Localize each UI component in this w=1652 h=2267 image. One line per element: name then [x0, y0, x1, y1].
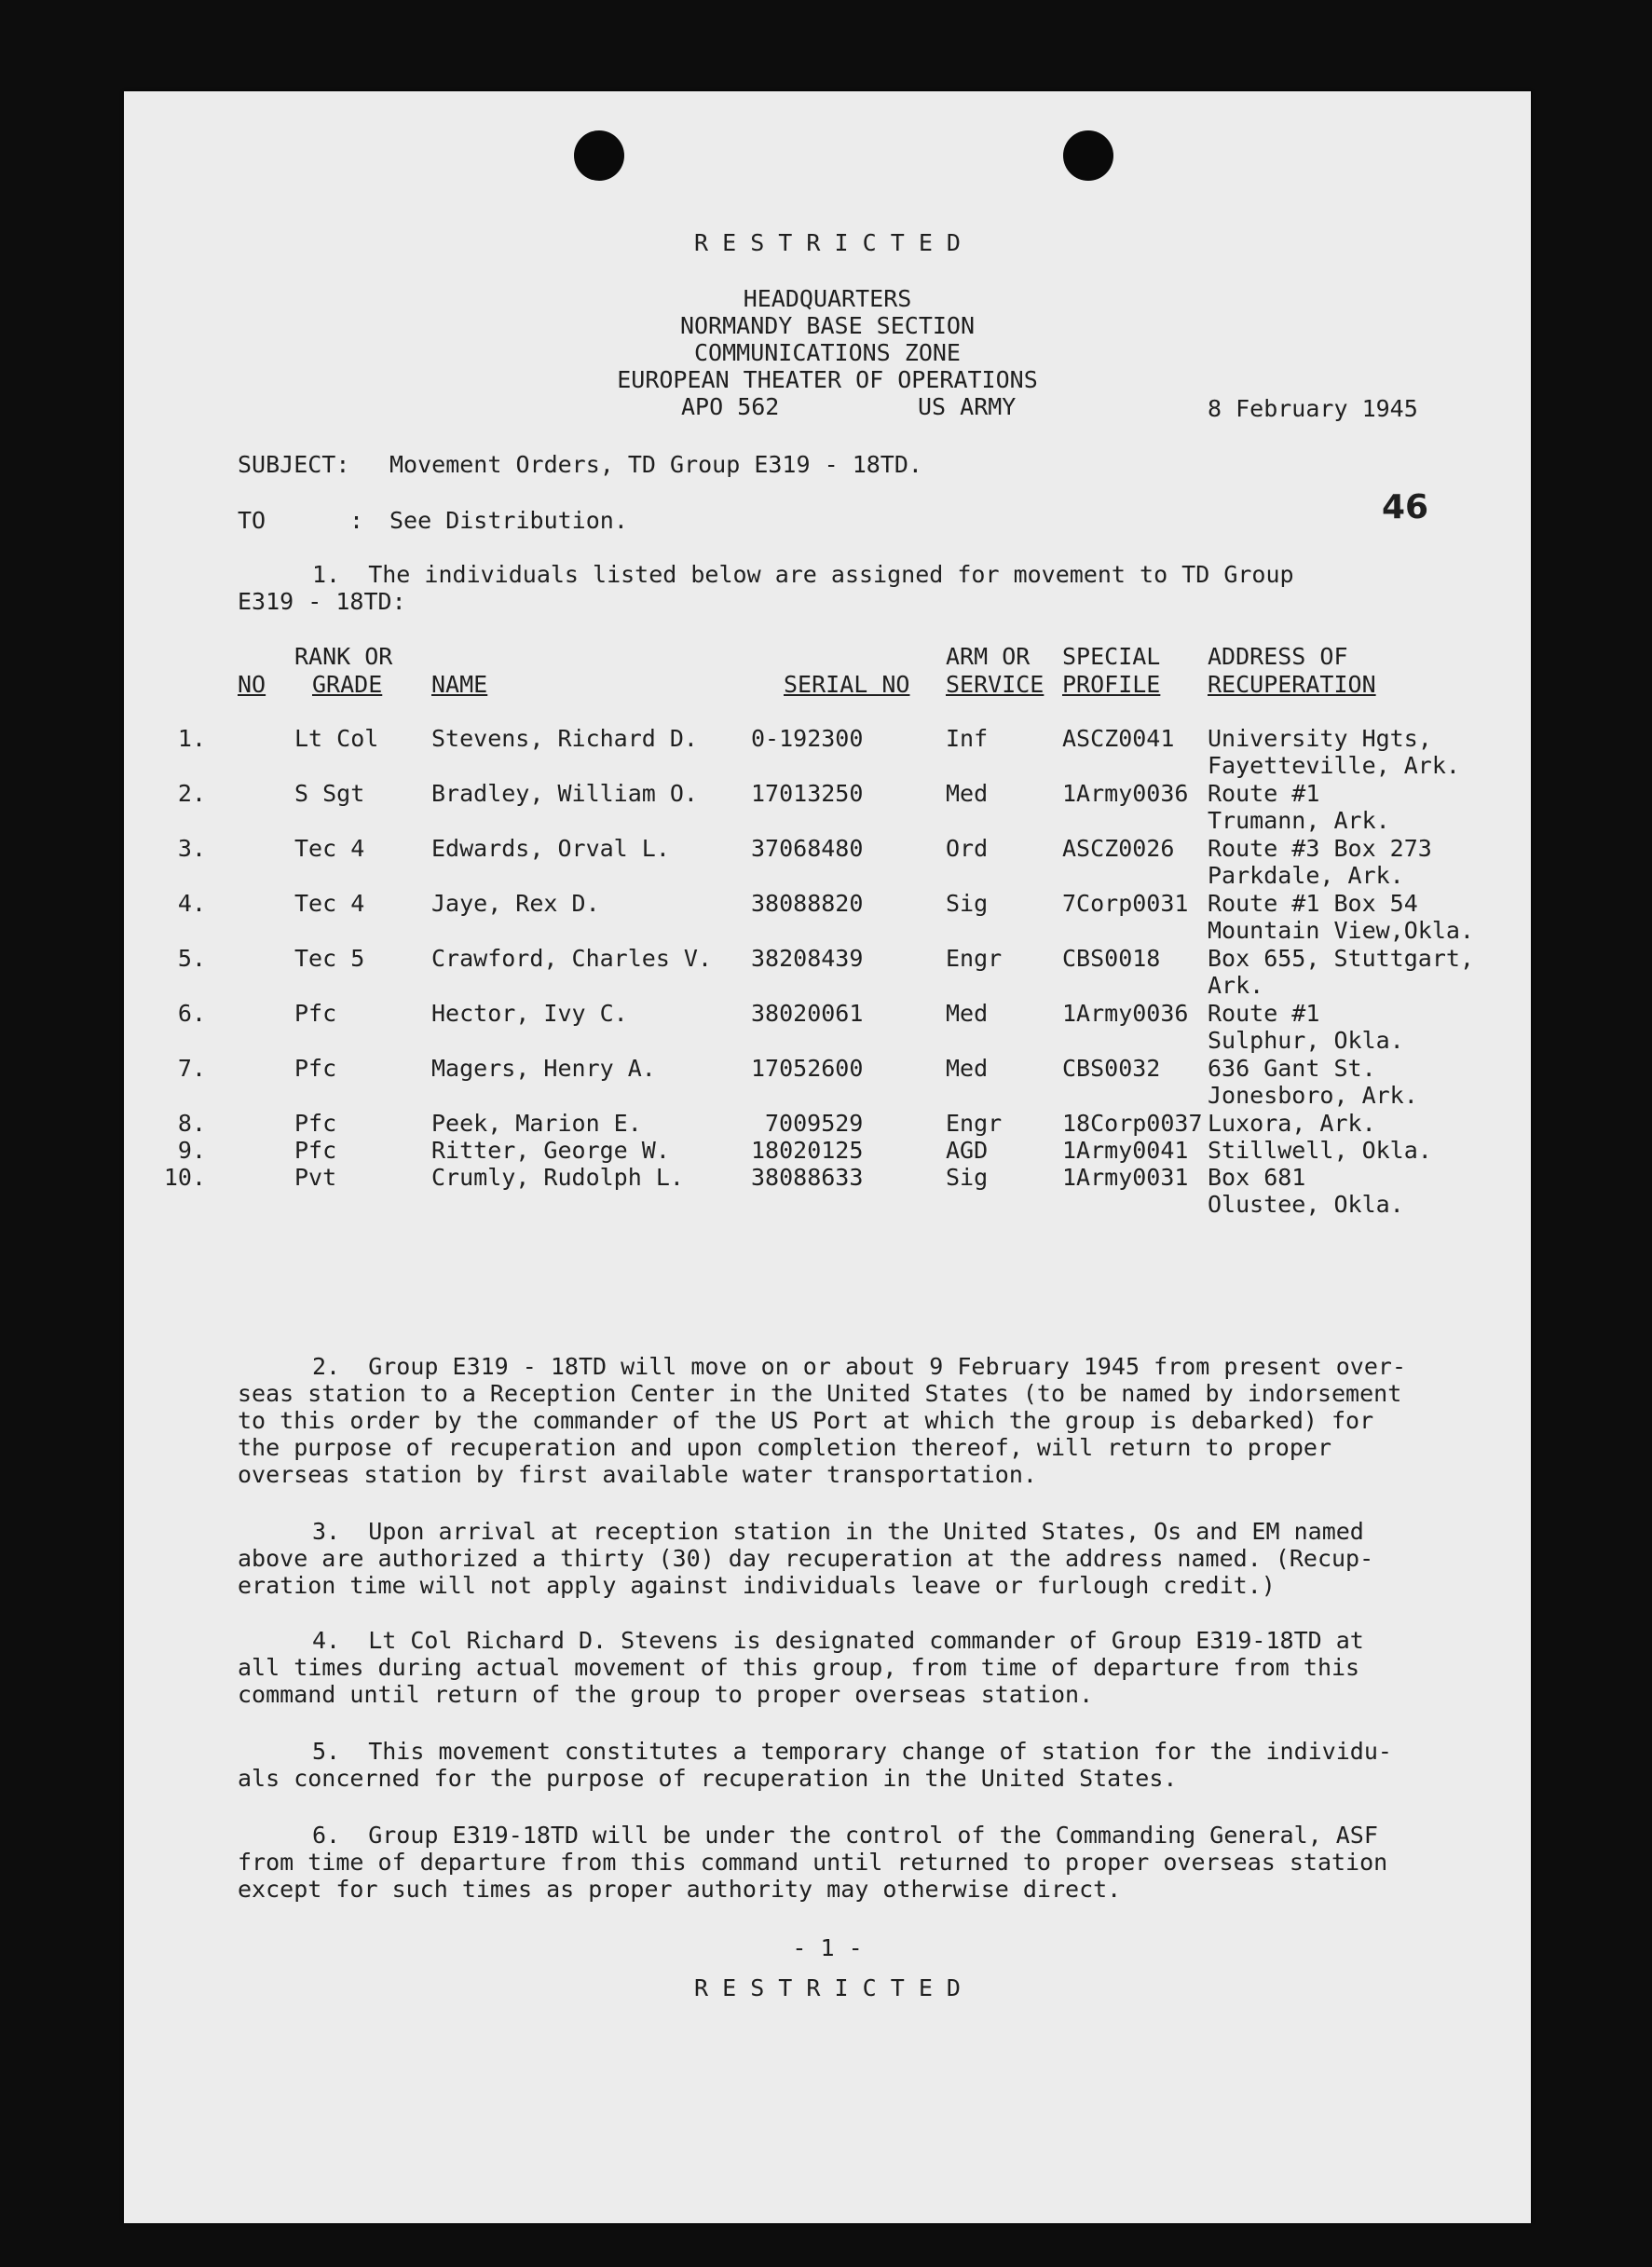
cell-address-line1: Route #1 Box 54 — [1208, 890, 1418, 917]
cell-serial: 38208439 — [751, 945, 864, 972]
cell-address-line2: Jonesboro, Ark. — [1208, 1082, 1418, 1109]
cell-name: Bradley, William O. — [431, 780, 698, 807]
cell-no: 6. — [177, 1000, 206, 1027]
cell-serial: 7009529 — [765, 1110, 864, 1137]
header-army: US ARMY — [918, 393, 1017, 420]
cell-name: Peek, Marion E. — [431, 1110, 642, 1137]
header-line: HEADQUARTERS — [743, 285, 912, 312]
cell-address-line1: Route #3 Box 273 — [1208, 835, 1432, 862]
cell-name: Edwards, Orval L. — [431, 835, 670, 862]
cell-rank: Pvt — [294, 1164, 337, 1191]
cell-arm: Med — [946, 780, 989, 807]
cell-address-line1: 636 Gant St. — [1208, 1055, 1376, 1082]
header-arm: SERVICE — [946, 671, 1044, 698]
table-row — [124, 1164, 1531, 1220]
paragraph-1-line: 1. The individuals listed below are assigned for movement to TD Group — [312, 561, 1294, 588]
to-label: TO — [238, 507, 266, 534]
paragraph-line: command until return of the group to proper overseas station. — [238, 1681, 1094, 1708]
cell-rank: Tec 4 — [294, 890, 365, 917]
paragraph-line: 3. Upon arrival at reception station in the United States, Os and EM named — [312, 1518, 1364, 1545]
table-row — [124, 1055, 1531, 1111]
header-address-top: ADDRESS OF — [1208, 643, 1348, 670]
cell-no: 7. — [177, 1055, 206, 1082]
paragraph-line: overseas station by first available water transportation. — [238, 1461, 1037, 1488]
paragraph-line: 2. Group E319 - 18TD will move on or about 9 February 1945 from present over- — [312, 1353, 1406, 1380]
paragraph-line: eration time will not apply against individuals leave or furlough credit.) — [238, 1572, 1276, 1599]
cell-address-line2: Parkdale, Ark. — [1208, 862, 1404, 889]
to-colon: : — [349, 507, 364, 534]
cell-serial: 18020125 — [751, 1137, 864, 1164]
header-rank-top: RANK OR — [294, 643, 393, 670]
cell-serial: 38088820 — [751, 890, 864, 917]
cell-no: 3. — [177, 835, 206, 862]
cell-name: Crawford, Charles V. — [431, 945, 713, 972]
cell-rank: S Sgt — [294, 780, 365, 807]
cell-serial: 38020061 — [751, 1000, 864, 1027]
cell-address-line2: Olustee, Okla. — [1208, 1191, 1404, 1218]
cell-address-line1: Route #1 — [1208, 1000, 1320, 1027]
cell-profile: 1Army0036 — [1062, 1000, 1189, 1027]
cell-name: Crumly, Rudolph L. — [431, 1164, 684, 1191]
cell-profile: 7Corp0031 — [1062, 890, 1189, 917]
table-row — [124, 725, 1531, 781]
cell-profile: 18Corp0037 — [1062, 1110, 1203, 1137]
table-row — [124, 835, 1531, 891]
cell-arm: Engr — [946, 1110, 1003, 1137]
subject-text: Movement Orders, TD Group E319 - 18TD. — [389, 451, 922, 478]
cell-arm: Ord — [946, 835, 989, 862]
cell-address-line1: Route #1 — [1208, 780, 1320, 807]
cell-address-line1: Box 655, Stuttgart, — [1208, 945, 1474, 972]
cell-no: 8. — [177, 1110, 206, 1137]
header-line: COMMUNICATIONS ZONE — [694, 339, 961, 366]
cell-arm: Med — [946, 1055, 989, 1082]
header-address: RECUPERATION — [1208, 671, 1376, 698]
cell-serial: 17052600 — [751, 1055, 864, 1082]
document-page — [124, 91, 1531, 2223]
cell-address-line1: Box 681 — [1208, 1164, 1306, 1191]
classification-top: R E S T R I C T E D — [694, 229, 961, 256]
header-profile-top: SPECIAL — [1062, 643, 1161, 670]
cell-profile: 1Army0031 — [1062, 1164, 1189, 1191]
cell-arm: Inf — [946, 725, 989, 752]
cell-name: Ritter, George W. — [431, 1137, 670, 1164]
classification-bottom: R E S T R I C T E D — [694, 1974, 961, 2001]
cell-address-line2: Fayetteville, Ark. — [1208, 752, 1460, 779]
cell-name: Magers, Henry A. — [431, 1055, 656, 1082]
header-serial: SERIAL NO — [784, 671, 910, 698]
cell-arm: Sig — [946, 890, 989, 917]
table-row — [124, 780, 1531, 836]
cell-address-line2: Trumann, Ark. — [1208, 807, 1390, 834]
cell-address-line1: Stillwell, Okla. — [1208, 1137, 1432, 1164]
cell-no: 5. — [177, 945, 206, 972]
paragraph-line: to this order by the commander of the US Port at which the group is debarked) for — [238, 1407, 1374, 1434]
table-row — [124, 1000, 1531, 1056]
cell-rank: Tec 5 — [294, 945, 365, 972]
cell-rank: Pfc — [294, 1110, 337, 1137]
page-number: - 1 - — [792, 1934, 863, 1961]
cell-address-line1: Luxora, Ark. — [1208, 1110, 1376, 1137]
cell-arm: Med — [946, 1000, 989, 1027]
header-rank: GRADE — [312, 671, 383, 698]
page-stamp-number: 46 — [1382, 488, 1429, 526]
cell-no: 9. — [177, 1137, 206, 1164]
cell-rank: Lt Col — [294, 725, 379, 752]
cell-rank: Pfc — [294, 1000, 337, 1027]
cell-profile: CBS0032 — [1062, 1055, 1161, 1082]
cell-rank: Tec 4 — [294, 835, 365, 862]
paragraph-line: 4. Lt Col Richard D. Stevens is designated commander of Group E319-18TD at — [312, 1627, 1364, 1654]
cell-no: 10. — [163, 1164, 206, 1191]
cell-serial: 0-192300 — [751, 725, 864, 752]
cell-arm: Sig — [946, 1164, 989, 1191]
cell-no: 4. — [177, 890, 206, 917]
paragraph-line: seas station to a Reception Center in the United States (to be named by indorsement — [238, 1380, 1402, 1407]
paragraph-line: above are authorized a thirty (30) day recuperation at the address named. (Recup- — [238, 1545, 1374, 1572]
paragraph-line: all times during actual movement of this group, from time of departure from this — [238, 1654, 1360, 1681]
cell-profile: ASCZ0026 — [1062, 835, 1175, 862]
cell-arm: AGD — [946, 1137, 989, 1164]
cell-serial: 17013250 — [751, 780, 864, 807]
cell-no: 2. — [177, 780, 206, 807]
cell-address-line1: University Hgts, — [1208, 725, 1432, 752]
header-line: EUROPEAN THEATER OF OPERATIONS — [617, 366, 1038, 393]
cell-profile: ASCZ0041 — [1062, 725, 1175, 752]
cell-address-line2: Ark. — [1208, 972, 1264, 999]
cell-serial: 37068480 — [751, 835, 864, 862]
cell-profile: 1Army0036 — [1062, 780, 1189, 807]
cell-serial: 38088633 — [751, 1164, 864, 1191]
document-date: 8 February 1945 — [1208, 395, 1418, 422]
cell-profile: CBS0018 — [1062, 945, 1161, 972]
cell-name: Jaye, Rex D. — [431, 890, 600, 917]
header-no: NO — [238, 671, 266, 698]
paragraph-line: 5. This movement constitutes a temporary change of station for the individu- — [312, 1738, 1392, 1765]
cell-name: Hector, Ivy C. — [431, 1000, 628, 1027]
paragraph-line: except for such times as proper authority may otherwise direct. — [238, 1876, 1122, 1903]
cell-address-line2: Mountain View,Okla. — [1208, 917, 1474, 944]
paragraph-line: als concerned for the purpose of recuperation in the United States. — [238, 1765, 1178, 1792]
paragraph-line: the purpose of recuperation and upon completion thereof, will return to proper — [238, 1434, 1331, 1461]
cell-rank: Pfc — [294, 1137, 337, 1164]
header-name: NAME — [431, 671, 488, 698]
subject-label: SUBJECT: — [238, 451, 350, 478]
cell-arm: Engr — [946, 945, 1003, 972]
table-row — [124, 890, 1531, 946]
paragraph-1-line: E319 - 18TD: — [238, 588, 406, 615]
table-row — [124, 945, 1531, 1001]
cell-rank: Pfc — [294, 1055, 337, 1082]
cell-no: 1. — [177, 725, 206, 752]
header-apo: APO 562 — [681, 393, 780, 420]
header-line: NORMANDY BASE SECTION — [679, 312, 976, 339]
header-arm-top: ARM OR — [946, 643, 1031, 670]
to-text: See Distribution. — [389, 507, 628, 534]
paragraph-line: 6. Group E319-18TD will be under the control of the Commanding General, ASF — [312, 1822, 1378, 1849]
cell-address-line2: Sulphur, Okla. — [1208, 1027, 1404, 1054]
paragraph-line: from time of departure from this command until returned to proper overseas station — [238, 1849, 1388, 1876]
document-body — [124, 91, 1531, 2223]
header-profile: PROFILE — [1062, 671, 1161, 698]
cell-profile: 1Army0041 — [1062, 1137, 1189, 1164]
cell-name: Stevens, Richard D. — [431, 725, 698, 752]
